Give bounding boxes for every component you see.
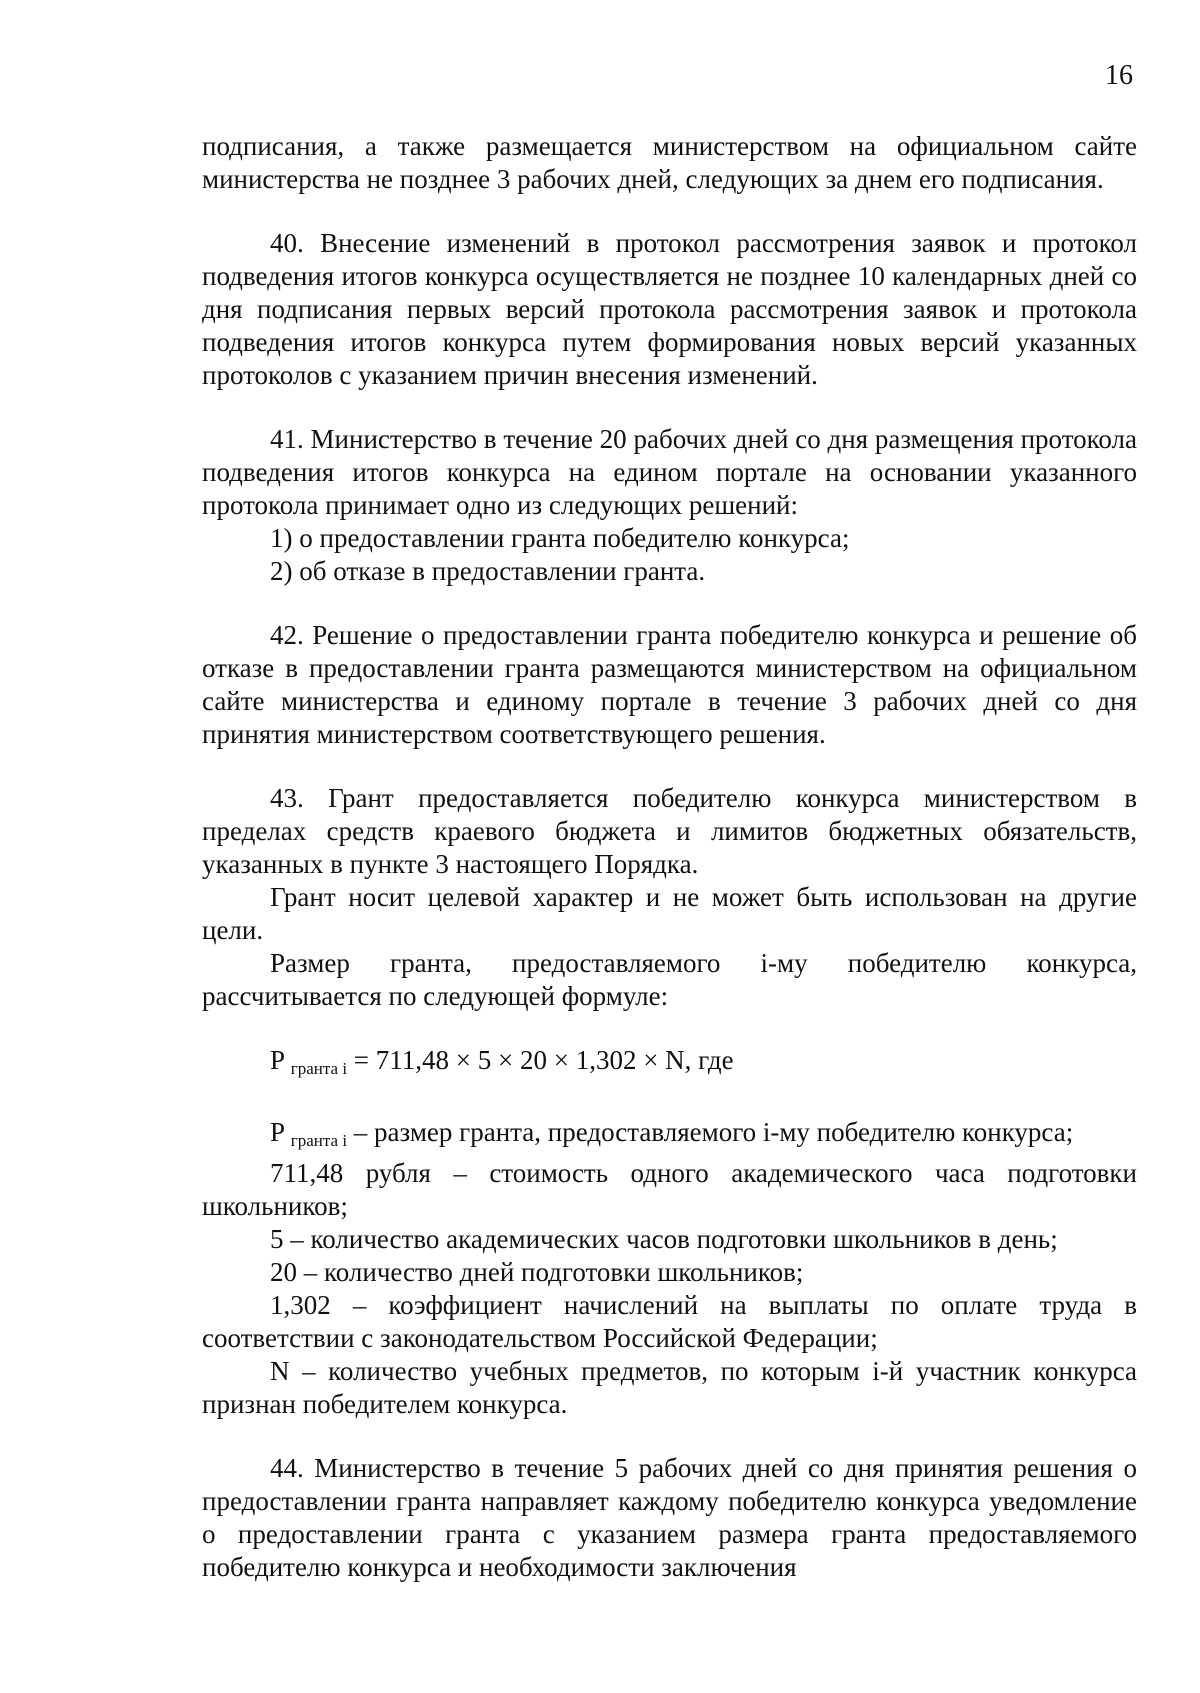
paragraph-41-item-1: 1) о предоставлении гранта победителю конкурса; [270, 523, 850, 553]
definition-coefficient: 1,302 – коэффициент начислений на выплаты по оплате труда в соответствии с законодательством Российской Федерации; [202, 1290, 1137, 1353]
paragraph-42: 42. Решение о предоставлении гранта победителю конкурса и решение об отказе в предоставлении гранта размещаются министерством на официальном сайте министерства и единому портале в течение 3 рабочих дней со дня принятия министерством соответствующего решения. [202, 620, 1137, 749]
definition-symbol: P [270, 1117, 285, 1147]
document-body [202, 130, 1137, 1584]
paragraph-41-item-2: 2) об отказе в предоставлении гранта. [270, 556, 706, 586]
definition-subjects: N – количество учебных предметов, по которым i-й участник конкурса признан победителем конкурса. [202, 1356, 1137, 1419]
paragraph-40: 40. Внесение изменений в протокол рассмотрения заявок и протокол подведения итогов конкурса осуществляется не позднее 10 календарных дней со дня подписания первых версий протокола рассмотрения заявок и протокола подведения итогов конкурса путем формирования новых версий указанных протоколов с указанием причин внесения изменений. [202, 228, 1137, 390]
paragraph-44: 44. Министерство в течение 5 рабочих дней со дня принятия решения о предоставлении гранта направляет каждому победителю конкурса уведомление о предоставлении гранта с указанием размера гранта предоставляемого победителю конкурса и необходимости заключения [202, 1453, 1137, 1582]
formula-subscript: гранта i [290, 1059, 348, 1078]
intro-continuation: подписания, а также размещается министерством на официальном сайте министерства не позднее 3 рабочих дней, следующих за днем его подписания. [202, 131, 1137, 194]
paragraph-41: 41. Министерство в течение 20 рабочих дней со дня размещения протокола подведения итогов конкурса на едином портале на основании указанного протокола принимает одно из следующих решений: [202, 424, 1137, 520]
definition-subscript: гранта i [290, 1131, 348, 1150]
definition-days: 20 – количество дней подготовки школьников; [270, 1257, 804, 1287]
definition-text: – размер гранта, предоставляемого i-му победителю конкурса; [347, 1117, 1074, 1147]
paragraph-43: 43. Грант предоставляется победителю конкурса министерством в пределах средств краевого бюджета и лимитов бюджетных обязательств, указанных в пункте 3 настоящего Порядка. [202, 783, 1137, 879]
paragraph-43-purpose: Грант носит целевой характер и не может быть использован на другие цели. [202, 882, 1137, 945]
formula-symbol: P [270, 1045, 285, 1075]
definition-hours-per-day: 5 – количество академических часов подготовки школьников в день; [270, 1224, 1058, 1254]
definition-grant-size [202, 1116, 1137, 1157]
formula-expression: = 711,48 × 5 × 20 × 1,302 × N, где [347, 1045, 734, 1075]
page-number: 16 [1105, 60, 1133, 91]
paragraph-43-size-intro: Размер гранта, предоставляемого i-му победителю конкурса, рассчитывается по следующей формуле: [202, 948, 1137, 1011]
grant-formula [202, 1044, 1137, 1085]
definition-hour-cost: 711,48 рубля – стоимость одного академического часа подготовки школьников; [202, 1158, 1137, 1221]
